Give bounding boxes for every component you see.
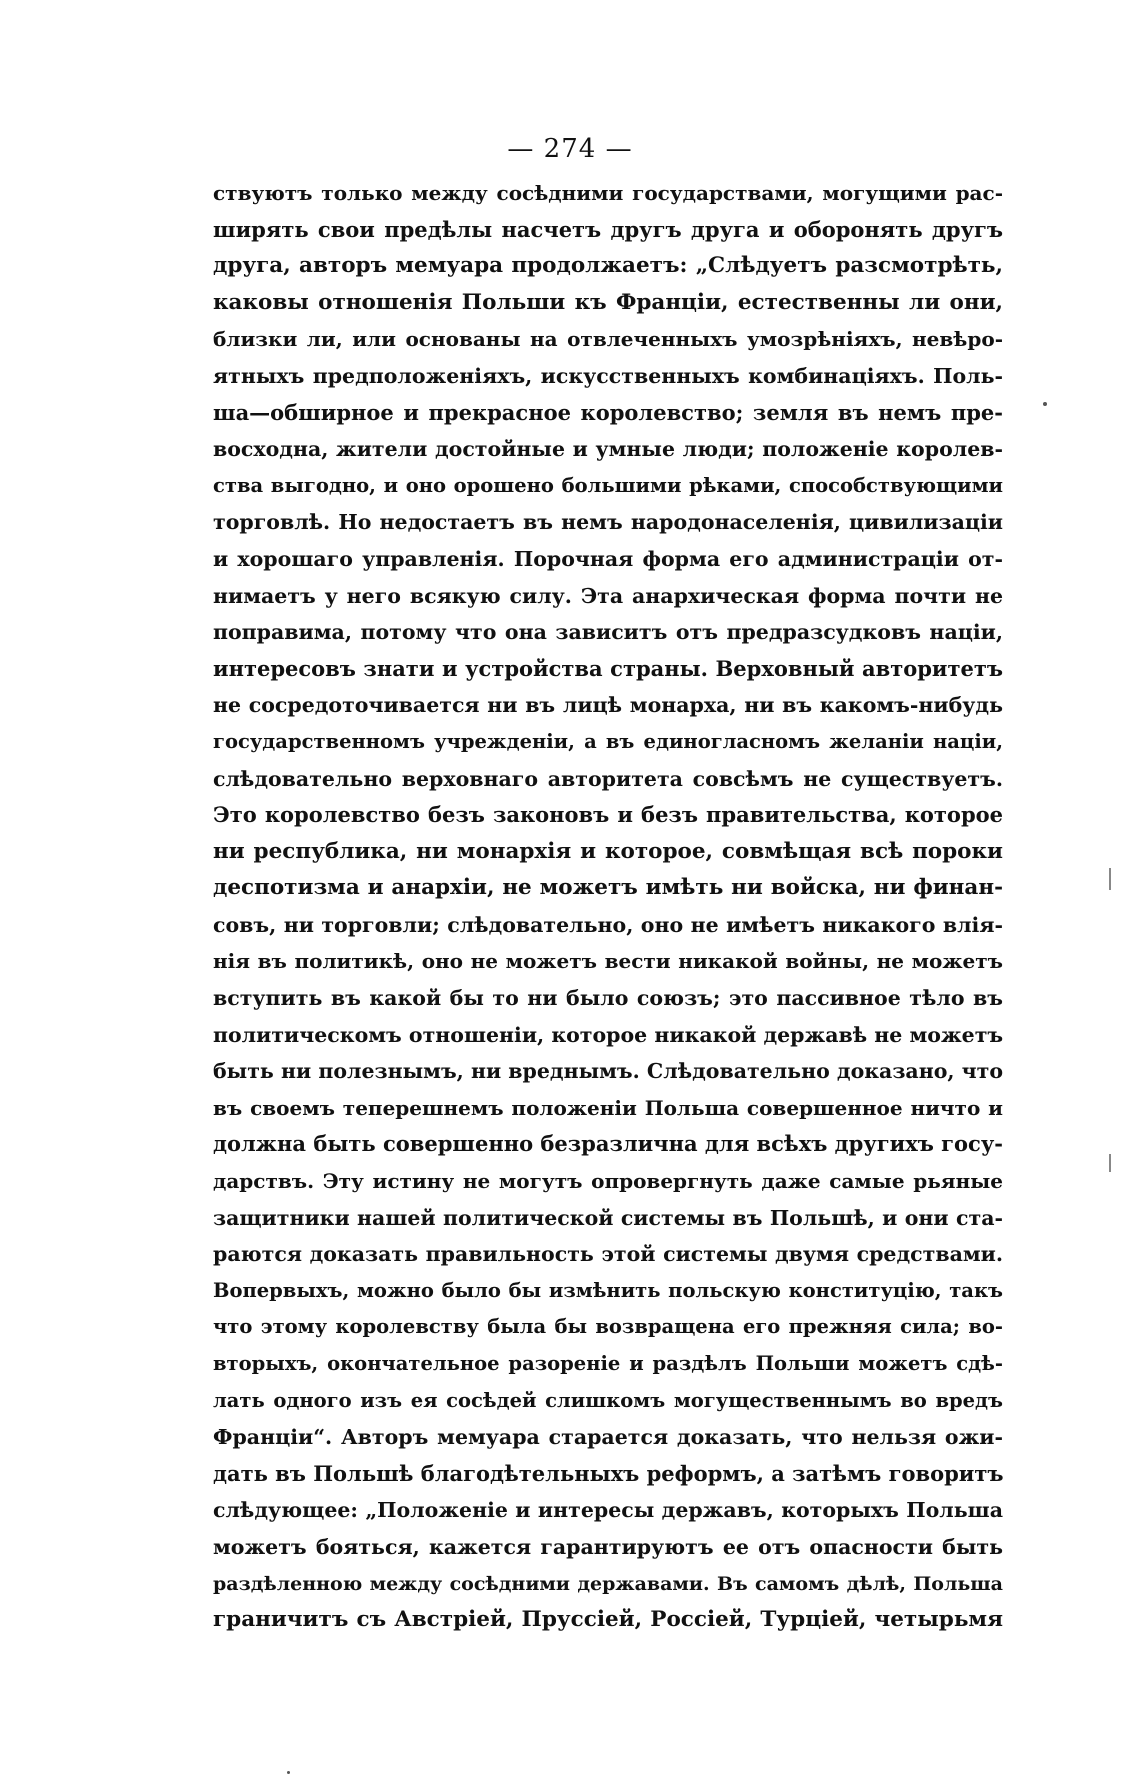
ink-speck (1043, 402, 1047, 406)
text-line: ства выгодно, и оно орошено большими рѣками, способствующими (213, 473, 1003, 497)
margin-mark (1109, 1154, 1111, 1172)
text-line: граничитъ съ Австріей, Пруссіей, Россіей, Турціей, четырьмя (213, 1607, 1003, 1633)
margin-mark (1109, 868, 1111, 890)
text-line: дарствъ. Эту истину не могутъ опровергнуть даже самые рьяные (213, 1169, 1003, 1194)
text-line: деспотизма и анархіи, не можетъ имѣть ни войска, ни финан- (213, 875, 1003, 901)
text-line: ятныхъ предположеніяхъ, искусственныхъ комбинаціяхъ. Поль- (213, 363, 1003, 388)
text-line: восходна, жители достойные и умные люди; положеніе королев- (213, 437, 1003, 462)
text-line: лать одного изъ ея сосѣдей слишкомъ могущественнымъ во вредъ (213, 1388, 1003, 1412)
text-line: совъ, ни торговли; слѣдовательно, оно не имѣетъ никакого влія- (213, 912, 1003, 937)
text-line: вступить въ какой бы то ни было союзъ; это пассивное тѣло въ (213, 986, 1003, 1011)
text-line: не сосредоточивается ни въ лицѣ монарха, ни въ какомъ-нибудь (213, 693, 1003, 718)
text-line: близки ли, или основаны на отвлеченныхъ умозрѣніяхъ, невѣро- (213, 327, 1003, 352)
text-line: ствуютъ только между сосѣдними государствами, могущими рас- (213, 181, 1003, 205)
text-line: поправима, потому что она зависитъ отъ предразсудковъ націи, (213, 620, 1003, 645)
text-line: каковы отношенія Польши къ Франціи, естественны ли они, (213, 289, 1003, 315)
text-line: вторыхъ, окончательное разореніе и раздѣлъ Польши можетъ сдѣ- (213, 1352, 1003, 1375)
text-line: государственномъ учрежденіи, а въ единогласномъ желаніи націи, (213, 729, 1003, 753)
text-line: дать въ Польшѣ благодѣтельныхъ реформъ, а затѣмъ говоритъ (213, 1460, 1004, 1486)
text-line: торговлѣ. Но недостаетъ въ немъ народонаселенія, цивилизаціи (213, 510, 1003, 535)
text-line: раздѣленною между сосѣдними державами. Въ самомъ дѣлѣ, Польша (213, 1572, 1003, 1595)
text-line: защитники нашей политической системы въ Польшѣ, и они ста- (213, 1205, 1003, 1230)
text-line: ширять свои предѣлы насчетъ другъ друга и оборонять другъ (213, 216, 1003, 242)
ink-speck (287, 1771, 290, 1774)
page-text (213, 175, 1003, 1639)
text-line: что этому королевству была бы возвращена его прежняя сила; во- (213, 1315, 1003, 1339)
text-line: политическомъ отношеніи, которое никакой державѣ не можетъ (213, 1022, 1004, 1047)
text-line: и хорошаго управленія. Порочная форма его администраціи от- (213, 546, 1003, 571)
text-line: раются доказать правильность этой системы двумя средствами. (213, 1242, 1003, 1267)
text-line: нія въ политикѣ, оно не можетъ вести никакой войны, не можетъ (213, 949, 1003, 974)
text-line: Это королевство безъ законовъ и безъ правительства, которое (213, 802, 1003, 828)
text-line: слѣдующее: „Положеніе и интересы державъ, которыхъ Польша (213, 1498, 1003, 1523)
text-line: можетъ бояться, кажется гарантируютъ ее отъ опасности быть (213, 1534, 1003, 1559)
page-number: — 274 — (507, 134, 633, 164)
text-line: нимаетъ у него всякую силу. Эта анархическая форма почти не (213, 583, 1003, 608)
text-line: друга, авторъ мемуара продолжаетъ: „Слѣдуетъ разсмотрѣть, (213, 253, 1003, 279)
text-line: въ своемъ теперешнемъ положеніи Польша совершенное ничто и (213, 1095, 1003, 1120)
text-line: Вопервыхъ, можно было бы измѣнить польскую конституцію, такъ (213, 1278, 1003, 1302)
text-line: быть ни полезнымъ, ни вреднымъ. Слѣдовательно доказано, что (213, 1059, 1004, 1084)
text-line: интересовъ знати и устройства страны. Верховный авторитетъ (213, 655, 1003, 681)
text-line: ша—обширное и прекрасное королевство; земля въ немъ пре- (213, 399, 1003, 425)
text-line: Франціи“. Авторъ мемуара старается доказать, что нельзя ожи- (213, 1425, 1003, 1450)
text-line: слѣдовательно верховнаго авторитета совсѣмъ не существуетъ. (213, 766, 1003, 791)
text-line: должна быть совершенно безразлична для всѣхъ другихъ госу- (213, 1131, 1003, 1157)
text-line: ни республика, ни монархія и которое, совмѣщая всѣ пороки (213, 838, 1003, 864)
